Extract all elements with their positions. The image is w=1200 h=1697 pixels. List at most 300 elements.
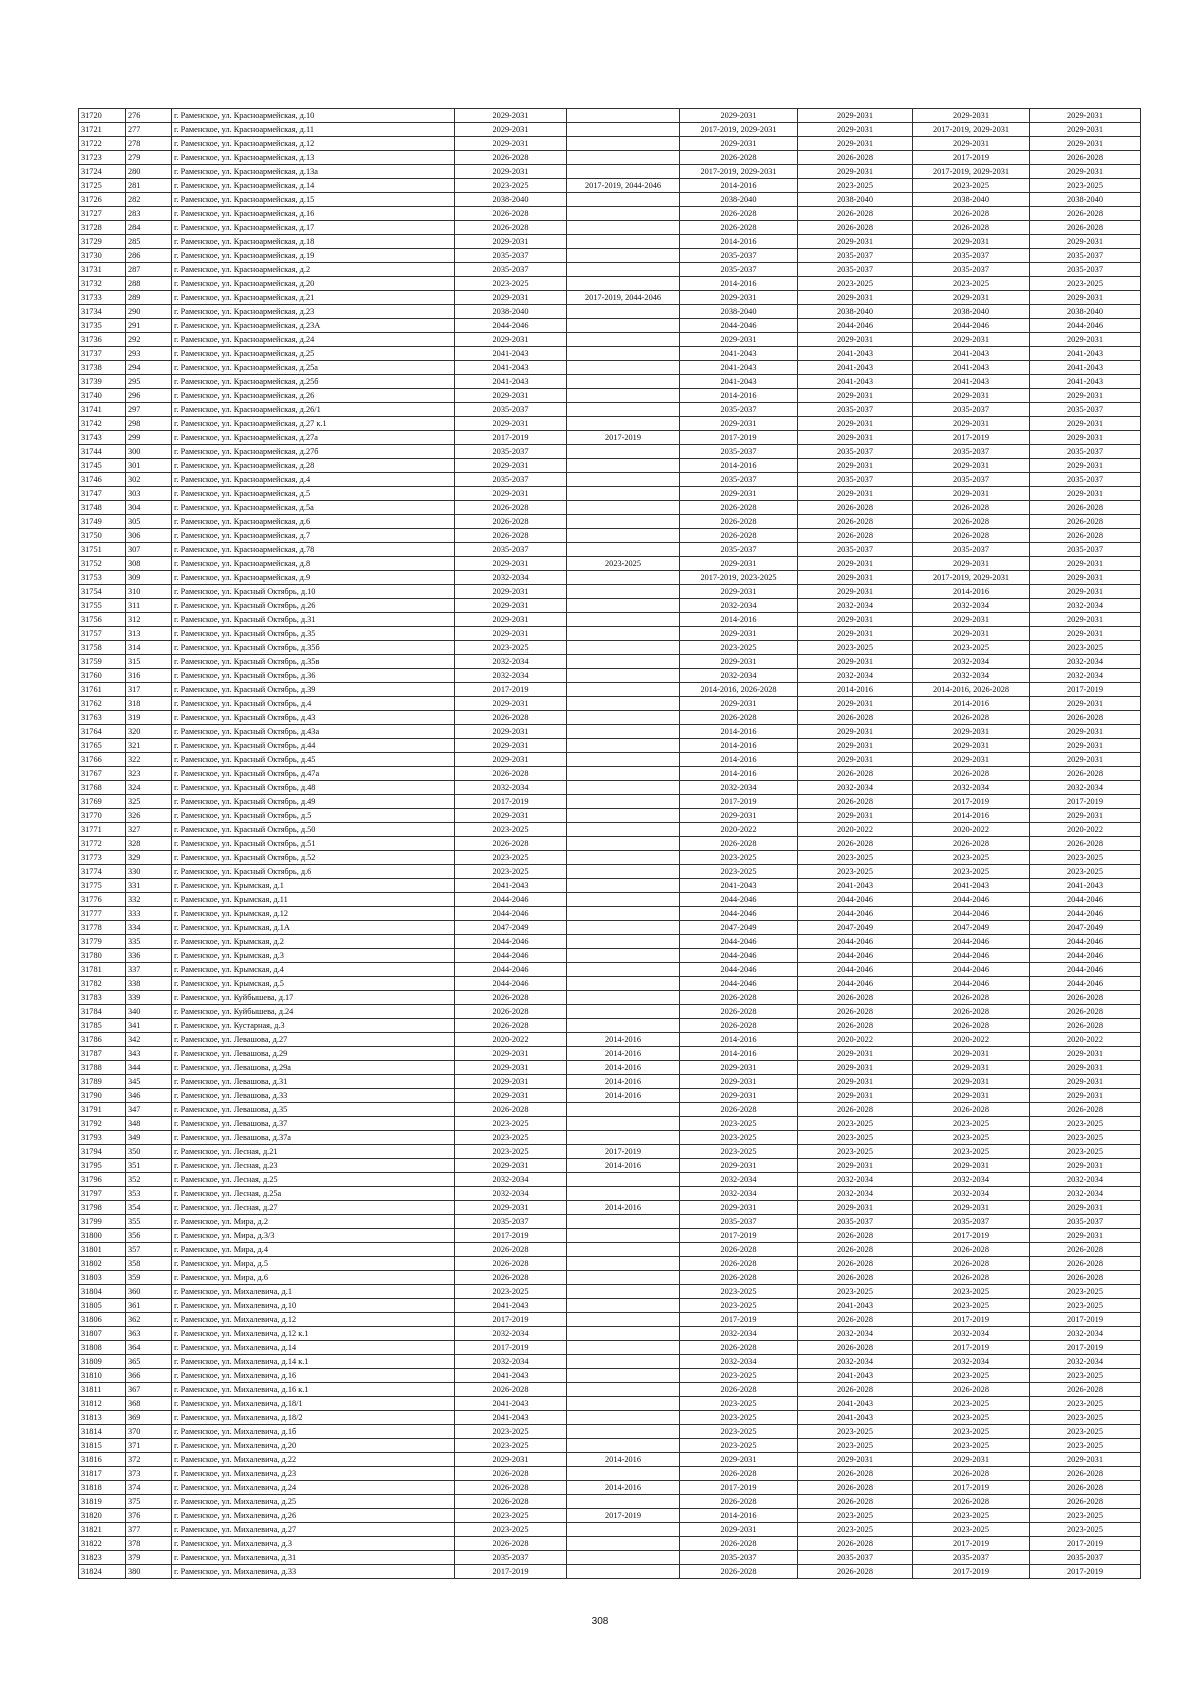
period-2-cell: 2041-2043	[680, 361, 798, 375]
period-4-cell: 2029-2031	[913, 1089, 1030, 1103]
period-2-cell: 2014-2016	[680, 739, 798, 753]
period-2-cell: 2023-2025	[680, 1285, 798, 1299]
address-cell: г. Раменское, ул. Красный Октябрь, д.51	[172, 837, 455, 851]
row-id-cell: 31735	[79, 319, 126, 333]
period-5-cell: 2041-2043	[1030, 879, 1141, 893]
row-id-cell: 31807	[79, 1327, 126, 1341]
row-num-cell: 325	[126, 795, 172, 809]
previous-work-cell	[567, 277, 680, 291]
period-5-cell: 2029-2031	[1030, 585, 1141, 599]
period-5-cell: 2026-2028	[1030, 1005, 1141, 1019]
previous-work-cell	[567, 193, 680, 207]
address-cell: г. Раменское, ул. Красный Октябрь, д.50	[172, 823, 455, 837]
period-2-cell: 2023-2025	[680, 851, 798, 865]
table-row	[79, 1425, 1141, 1439]
period-2-cell: 2017-2019	[680, 1229, 798, 1243]
period-cell: 2017-2019	[455, 431, 567, 445]
previous-work-cell	[567, 207, 680, 221]
address-cell: г. Раменское, ул. Красноармейская, д.23	[172, 305, 455, 319]
period-4-cell: 2029-2031	[913, 333, 1030, 347]
row-num-cell: 347	[126, 1103, 172, 1117]
row-id-cell: 31762	[79, 697, 126, 711]
period-5-cell: 2029-2031	[1030, 1453, 1141, 1467]
period-4-cell: 2026-2028	[913, 221, 1030, 235]
period-5-cell: 2026-2028	[1030, 1467, 1141, 1481]
period-4-cell: 2032-2034	[913, 781, 1030, 795]
period-4-cell: 2041-2043	[913, 347, 1030, 361]
table-row	[79, 1341, 1141, 1355]
period-cell: 2044-2046	[455, 893, 567, 907]
address-cell: г. Раменское, ул. Красный Октябрь, д.26	[172, 599, 455, 613]
row-id-cell: 31801	[79, 1243, 126, 1257]
period-cell: 2029-2031	[455, 235, 567, 249]
period-3-cell: 2020-2022	[798, 823, 913, 837]
period-cell: 2035-2037	[455, 445, 567, 459]
period-4-cell: 2026-2028	[913, 1257, 1030, 1271]
period-3-cell: 2023-2025	[798, 1145, 913, 1159]
address-cell: г. Раменское, ул. Красноармейская, д.25б	[172, 375, 455, 389]
row-id-cell: 31792	[79, 1117, 126, 1131]
row-id-cell: 31822	[79, 1537, 126, 1551]
row-num-cell: 294	[126, 361, 172, 375]
row-id-cell: 31734	[79, 305, 126, 319]
row-id-cell: 31802	[79, 1257, 126, 1271]
period-5-cell: 2044-2046	[1030, 963, 1141, 977]
row-num-cell: 367	[126, 1383, 172, 1397]
row-num-cell: 293	[126, 347, 172, 361]
previous-work-cell	[567, 347, 680, 361]
row-id-cell: 31757	[79, 627, 126, 641]
table-row	[79, 1103, 1141, 1117]
period-cell: 2026-2028	[455, 1005, 567, 1019]
period-5-cell: 2023-2025	[1030, 865, 1141, 879]
period-cell: 2032-2034	[455, 1187, 567, 1201]
row-id-cell: 31789	[79, 1075, 126, 1089]
period-2-cell: 2032-2034	[680, 1173, 798, 1187]
period-2-cell: 2044-2046	[680, 949, 798, 963]
row-num-cell: 364	[126, 1341, 172, 1355]
period-2-cell: 2041-2043	[680, 375, 798, 389]
period-5-cell: 2035-2037	[1030, 403, 1141, 417]
row-num-cell: 375	[126, 1495, 172, 1509]
period-5-cell: 2029-2031	[1030, 137, 1141, 151]
period-3-cell: 2026-2028	[798, 1565, 913, 1579]
period-cell: 2026-2028	[455, 515, 567, 529]
period-3-cell: 2023-2025	[798, 1509, 913, 1523]
row-num-cell: 318	[126, 697, 172, 711]
row-num-cell: 317	[126, 683, 172, 697]
table-row	[79, 151, 1141, 165]
address-cell: г. Раменское, ул. Красноармейская, д.26/1	[172, 403, 455, 417]
row-id-cell: 31790	[79, 1089, 126, 1103]
row-num-cell: 292	[126, 333, 172, 347]
period-5-cell: 2017-2019	[1030, 1341, 1141, 1355]
period-2-cell: 2038-2040	[680, 193, 798, 207]
table-row	[79, 361, 1141, 375]
row-id-cell: 31736	[79, 333, 126, 347]
address-cell: г. Раменское, ул. Красноармейская, д.13а	[172, 165, 455, 179]
period-5-cell: 2044-2046	[1030, 893, 1141, 907]
period-3-cell: 2023-2025	[798, 1425, 913, 1439]
row-id-cell: 31737	[79, 347, 126, 361]
row-id-cell: 31731	[79, 263, 126, 277]
period-4-cell: 2029-2031	[913, 459, 1030, 473]
row-num-cell: 320	[126, 725, 172, 739]
row-num-cell: 357	[126, 1243, 172, 1257]
period-5-cell: 2029-2031	[1030, 123, 1141, 137]
previous-work-cell	[567, 1341, 680, 1355]
previous-work-cell	[567, 473, 680, 487]
row-num-cell: 377	[126, 1523, 172, 1537]
row-num-cell: 341	[126, 1019, 172, 1033]
period-2-cell: 2029-2031	[680, 291, 798, 305]
period-4-cell: 2017-2019	[913, 1313, 1030, 1327]
period-4-cell: 2017-2019	[913, 151, 1030, 165]
table-row	[79, 207, 1141, 221]
period-3-cell: 2029-2031	[798, 585, 913, 599]
previous-work-cell: 2014-2016	[567, 1089, 680, 1103]
row-id-cell: 31768	[79, 781, 126, 795]
period-3-cell: 2029-2031	[798, 557, 913, 571]
period-4-cell: 2029-2031	[913, 487, 1030, 501]
table-row	[79, 781, 1141, 795]
period-4-cell: 2023-2025	[913, 1145, 1030, 1159]
period-cell: 2029-2031	[455, 109, 567, 123]
period-4-cell: 2044-2046	[913, 963, 1030, 977]
row-id-cell: 31733	[79, 291, 126, 305]
period-4-cell: 2017-2019	[913, 1537, 1030, 1551]
period-cell: 2017-2019	[455, 683, 567, 697]
table-row	[79, 879, 1141, 893]
table-row	[79, 1187, 1141, 1201]
period-3-cell: 2029-2031	[798, 165, 913, 179]
period-3-cell: 2041-2043	[798, 375, 913, 389]
period-4-cell: 2023-2025	[913, 179, 1030, 193]
row-num-cell: 329	[126, 851, 172, 865]
table-row	[79, 1033, 1141, 1047]
previous-work-cell	[567, 697, 680, 711]
row-id-cell: 31808	[79, 1341, 126, 1355]
row-id-cell: 31773	[79, 851, 126, 865]
row-num-cell: 305	[126, 515, 172, 529]
table-row	[79, 655, 1141, 669]
row-id-cell: 31791	[79, 1103, 126, 1117]
address-cell: г. Раменское, ул. Красноармейская, д.7	[172, 529, 455, 543]
address-cell: г. Раменское, ул. Левашова, д.37а	[172, 1131, 455, 1145]
period-5-cell: 2026-2028	[1030, 1383, 1141, 1397]
row-id-cell: 31723	[79, 151, 126, 165]
period-cell: 2035-2037	[455, 263, 567, 277]
period-2-cell: 2026-2028	[680, 1243, 798, 1257]
period-3-cell: 2041-2043	[798, 879, 913, 893]
row-num-cell: 346	[126, 1089, 172, 1103]
period-cell: 2029-2031	[455, 1159, 567, 1173]
period-cell: 2038-2040	[455, 305, 567, 319]
row-num-cell: 330	[126, 865, 172, 879]
address-cell: г. Раменское, ул. Красный Октябрь, д.49	[172, 795, 455, 809]
period-2-cell: 2029-2031	[680, 557, 798, 571]
period-3-cell: 2029-2031	[798, 431, 913, 445]
period-2-cell: 2026-2028	[680, 501, 798, 515]
period-2-cell: 2023-2025	[680, 641, 798, 655]
row-num-cell: 324	[126, 781, 172, 795]
table-row	[79, 417, 1141, 431]
period-2-cell: 2035-2037	[680, 249, 798, 263]
row-id-cell: 31744	[79, 445, 126, 459]
period-3-cell: 2029-2031	[798, 1159, 913, 1173]
period-4-cell: 2029-2031	[913, 627, 1030, 641]
period-4-cell: 2017-2019, 2029-2031	[913, 165, 1030, 179]
row-num-cell: 277	[126, 123, 172, 137]
row-num-cell: 343	[126, 1047, 172, 1061]
row-id-cell: 31764	[79, 725, 126, 739]
period-4-cell: 2014-2016	[913, 697, 1030, 711]
address-cell: г. Раменское, ул. Красный Октябрь, д.48	[172, 781, 455, 795]
period-cell: 2023-2025	[455, 1509, 567, 1523]
period-cell: 2044-2046	[455, 935, 567, 949]
period-5-cell: 2026-2028	[1030, 767, 1141, 781]
period-cell: 2026-2028	[455, 529, 567, 543]
period-4-cell: 2023-2025	[913, 865, 1030, 879]
row-id-cell: 31730	[79, 249, 126, 263]
row-num-cell: 339	[126, 991, 172, 1005]
period-5-cell: 2026-2028	[1030, 1257, 1141, 1271]
row-num-cell: 355	[126, 1215, 172, 1229]
row-id-cell: 31755	[79, 599, 126, 613]
period-4-cell: 2032-2034	[913, 669, 1030, 683]
period-2-cell: 2026-2028	[680, 1341, 798, 1355]
previous-work-cell	[567, 1467, 680, 1481]
period-3-cell: 2035-2037	[798, 249, 913, 263]
period-2-cell: 2029-2031	[680, 109, 798, 123]
period-3-cell: 2026-2028	[798, 837, 913, 851]
address-cell: г. Раменское, ул. Красноармейская, д.24	[172, 333, 455, 347]
table-row	[79, 1229, 1141, 1243]
row-id-cell: 31752	[79, 557, 126, 571]
period-cell: 2029-2031	[455, 1201, 567, 1215]
period-cell: 2023-2025	[455, 823, 567, 837]
period-cell: 2026-2028	[455, 711, 567, 725]
period-2-cell: 2014-2016	[680, 725, 798, 739]
table-row	[79, 501, 1141, 515]
row-id-cell: 31794	[79, 1145, 126, 1159]
row-num-cell: 363	[126, 1327, 172, 1341]
period-3-cell: 2023-2025	[798, 1131, 913, 1145]
table-row	[79, 375, 1141, 389]
period-2-cell: 2041-2043	[680, 879, 798, 893]
period-cell: 2029-2031	[455, 585, 567, 599]
period-2-cell: 2038-2040	[680, 305, 798, 319]
period-2-cell: 2023-2025	[680, 1145, 798, 1159]
address-cell: г. Раменское, ул. Лесная, д.23	[172, 1159, 455, 1173]
period-2-cell: 2035-2037	[680, 473, 798, 487]
period-5-cell: 2026-2028	[1030, 207, 1141, 221]
period-4-cell: 2032-2034	[913, 655, 1030, 669]
row-id-cell: 31815	[79, 1439, 126, 1453]
period-2-cell: 2026-2028	[680, 711, 798, 725]
period-cell: 2029-2031	[455, 1453, 567, 1467]
row-num-cell: 321	[126, 739, 172, 753]
period-4-cell: 2035-2037	[913, 403, 1030, 417]
period-4-cell: 2035-2037	[913, 249, 1030, 263]
period-4-cell: 2032-2034	[913, 1327, 1030, 1341]
table-row	[79, 1089, 1141, 1103]
address-cell: г. Раменское, ул. Михалевича, д.33	[172, 1565, 455, 1579]
period-2-cell: 2029-2031	[680, 1075, 798, 1089]
period-3-cell: 2026-2028	[798, 1243, 913, 1257]
previous-work-cell	[567, 767, 680, 781]
row-num-cell: 315	[126, 655, 172, 669]
row-id-cell: 31750	[79, 529, 126, 543]
table-row	[79, 865, 1141, 879]
period-2-cell: 2023-2025	[680, 1397, 798, 1411]
table-row	[79, 1117, 1141, 1131]
row-id-cell: 31722	[79, 137, 126, 151]
period-3-cell: 2038-2040	[798, 193, 913, 207]
period-3-cell: 2041-2043	[798, 1369, 913, 1383]
period-2-cell: 2014-2016	[680, 235, 798, 249]
period-4-cell: 2017-2019	[913, 1565, 1030, 1579]
previous-work-cell	[567, 837, 680, 851]
period-5-cell: 2038-2040	[1030, 193, 1141, 207]
period-cell: 2026-2028	[455, 1257, 567, 1271]
table-row	[79, 1215, 1141, 1229]
period-3-cell: 2032-2034	[798, 1355, 913, 1369]
previous-work-cell	[567, 977, 680, 991]
row-num-cell: 370	[126, 1425, 172, 1439]
period-2-cell: 2032-2034	[680, 1355, 798, 1369]
period-3-cell: 2023-2025	[798, 1439, 913, 1453]
period-4-cell: 2029-2031	[913, 613, 1030, 627]
row-num-cell: 303	[126, 487, 172, 501]
period-2-cell: 2026-2028	[680, 837, 798, 851]
period-2-cell: 2035-2037	[680, 263, 798, 277]
period-3-cell: 2038-2040	[798, 305, 913, 319]
period-cell: 2023-2025	[455, 1117, 567, 1131]
period-5-cell: 2029-2031	[1030, 165, 1141, 179]
period-2-cell: 2047-2049	[680, 921, 798, 935]
period-3-cell: 2026-2028	[798, 1103, 913, 1117]
period-cell: 2041-2043	[455, 879, 567, 893]
period-4-cell: 2026-2028	[913, 529, 1030, 543]
period-4-cell: 2023-2025	[913, 1117, 1030, 1131]
address-cell: г. Раменское, ул. Красный Октябрь, д.10	[172, 585, 455, 599]
table-row	[79, 1313, 1141, 1327]
previous-work-cell	[567, 725, 680, 739]
period-2-cell: 2017-2019, 2029-2031	[680, 123, 798, 137]
row-num-cell: 333	[126, 907, 172, 921]
row-num-cell: 316	[126, 669, 172, 683]
period-5-cell: 2029-2031	[1030, 1047, 1141, 1061]
row-id-cell: 31818	[79, 1481, 126, 1495]
row-id-cell: 31742	[79, 417, 126, 431]
period-4-cell: 2017-2019	[913, 1229, 1030, 1243]
address-cell: г. Раменское, ул. Михалевича, д.16 к.1	[172, 1383, 455, 1397]
period-4-cell: 2029-2031	[913, 557, 1030, 571]
table-row	[79, 389, 1141, 403]
row-num-cell: 344	[126, 1061, 172, 1075]
address-cell: г. Раменское, ул. Крымская, д.4	[172, 963, 455, 977]
row-num-cell: 304	[126, 501, 172, 515]
previous-work-cell: 2017-2019	[567, 1509, 680, 1523]
address-cell: г. Раменское, ул. Крымская, д.1А	[172, 921, 455, 935]
address-cell: г. Раменское, ул. Мира, д.6	[172, 1271, 455, 1285]
table-row	[79, 739, 1141, 753]
row-num-cell: 309	[126, 571, 172, 585]
row-num-cell: 312	[126, 613, 172, 627]
period-cell: 2032-2034	[455, 1327, 567, 1341]
period-3-cell: 2032-2034	[798, 669, 913, 683]
address-cell: г. Раменское, ул. Красный Октябрь, д.43а	[172, 725, 455, 739]
period-4-cell: 2023-2025	[913, 1439, 1030, 1453]
previous-work-cell: 2014-2016	[567, 1033, 680, 1047]
period-5-cell: 2029-2031	[1030, 809, 1141, 823]
address-cell: г. Раменское, ул. Крымская, д.2	[172, 935, 455, 949]
period-5-cell: 2029-2031	[1030, 753, 1141, 767]
period-2-cell: 2023-2025	[680, 1299, 798, 1313]
previous-work-cell	[567, 1173, 680, 1187]
row-id-cell: 31805	[79, 1299, 126, 1313]
table-row	[79, 193, 1141, 207]
table-row	[79, 627, 1141, 641]
table-row	[79, 1551, 1141, 1565]
table-row	[79, 165, 1141, 179]
period-4-cell: 2032-2034	[913, 599, 1030, 613]
period-5-cell: 2017-2019	[1030, 1565, 1141, 1579]
period-3-cell: 2032-2034	[798, 1173, 913, 1187]
address-cell: г. Раменское, ул. Красноармейская, д.27б	[172, 445, 455, 459]
table-row	[79, 767, 1141, 781]
period-5-cell: 2041-2043	[1030, 375, 1141, 389]
period-3-cell: 2029-2031	[798, 459, 913, 473]
period-5-cell: 2017-2019	[1030, 683, 1141, 697]
period-2-cell: 2029-2031	[680, 1201, 798, 1215]
period-4-cell: 2035-2037	[913, 445, 1030, 459]
previous-work-cell	[567, 543, 680, 557]
row-num-cell: 354	[126, 1201, 172, 1215]
period-3-cell: 2029-2031	[798, 809, 913, 823]
period-2-cell: 2014-2016	[680, 613, 798, 627]
period-3-cell: 2029-2031	[798, 627, 913, 641]
period-cell: 2035-2037	[455, 249, 567, 263]
previous-work-cell	[567, 137, 680, 151]
period-2-cell: 2026-2028	[680, 1383, 798, 1397]
period-cell: 2029-2031	[455, 1061, 567, 1075]
previous-work-cell	[567, 1355, 680, 1369]
address-cell: г. Раменское, ул. Красный Октябрь, д.31	[172, 613, 455, 627]
period-3-cell: 2041-2043	[798, 1411, 913, 1425]
row-num-cell: 326	[126, 809, 172, 823]
period-cell: 2026-2028	[455, 1495, 567, 1509]
previous-work-cell	[567, 1215, 680, 1229]
period-cell: 2032-2034	[455, 1173, 567, 1187]
period-cell: 2026-2028	[455, 1467, 567, 1481]
period-3-cell: 2029-2031	[798, 655, 913, 669]
table-row	[79, 585, 1141, 599]
table-row	[79, 669, 1141, 683]
table-row	[79, 137, 1141, 151]
period-3-cell: 2023-2025	[798, 641, 913, 655]
previous-work-cell	[567, 151, 680, 165]
period-4-cell: 2026-2028	[913, 1383, 1030, 1397]
row-num-cell: 360	[126, 1285, 172, 1299]
period-5-cell: 2026-2028	[1030, 991, 1141, 1005]
period-2-cell: 2029-2031	[680, 1453, 798, 1467]
address-cell: г. Раменское, ул. Мира, д.2	[172, 1215, 455, 1229]
period-2-cell: 2017-2019, 2029-2031	[680, 165, 798, 179]
period-cell: 2017-2019	[455, 1313, 567, 1327]
row-num-cell: 299	[126, 431, 172, 445]
